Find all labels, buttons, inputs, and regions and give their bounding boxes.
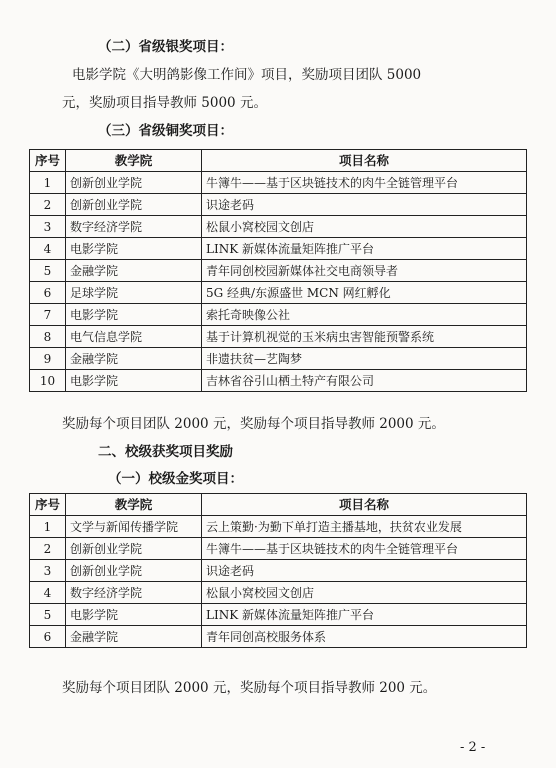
row-idx: 8 [30, 326, 66, 348]
school-awards-heading: 二、校级获奖项目奖励 [98, 444, 233, 460]
row-project: LINK 新媒体流量矩阵推广平台 [202, 238, 527, 260]
table-header-row [30, 150, 527, 172]
row-college: 金融学院 [66, 260, 202, 282]
row-idx: 1 [30, 172, 66, 194]
row-idx: 4 [30, 582, 66, 604]
row-project: 松鼠小窝校园文创店 [202, 582, 527, 604]
row-college: 足球学院 [66, 282, 202, 304]
row-idx: 2 [30, 538, 66, 560]
row-college: 电影学院 [66, 370, 202, 392]
table-row [30, 538, 527, 560]
row-idx: 5 [30, 260, 66, 282]
row-idx: 2 [30, 194, 66, 216]
row-project: 牛簿牛——基于区块链技术的肉牛全链管理平台 [202, 172, 527, 194]
table-row [30, 282, 527, 304]
row-idx: 6 [30, 282, 66, 304]
row-project: 5G 经典/东源盛世 MCN 网红孵化 [202, 282, 527, 304]
table-row [30, 216, 527, 238]
row-project: 索托奇映像公社 [202, 304, 527, 326]
table-header-row [30, 494, 527, 516]
row-project: 基于计算机视觉的玉米病虫害智能预警系统 [202, 326, 527, 348]
row-idx: 9 [30, 348, 66, 370]
table-row [30, 604, 527, 626]
table-row [30, 194, 527, 216]
row-project: 松鼠小窝校园文创店 [202, 216, 527, 238]
row-college: 数字经济学院 [66, 582, 202, 604]
header-idx: 序号 [30, 494, 66, 516]
row-idx: 3 [30, 560, 66, 582]
row-college: 文学与新闻传播学院 [66, 516, 202, 538]
row-idx: 1 [30, 516, 66, 538]
row-project: 青年同创高校服务体系 [202, 626, 527, 648]
school-gold-heading: （一）校级金奖项目： [108, 471, 243, 487]
row-project: 识途老码 [202, 560, 527, 582]
row-idx: 5 [30, 604, 66, 626]
row-college: 创新创业学院 [66, 560, 202, 582]
row-college: 电气信息学院 [66, 326, 202, 348]
header-project: 项目名称 [202, 150, 527, 172]
row-project: LINK 新媒体流量矩阵推广平台 [202, 604, 527, 626]
table-row [30, 260, 527, 282]
school-gold-reward-text: 奖励每个项目团队 2000 元，奖励每个项目指导教师 200 元。 [62, 680, 437, 696]
row-college: 创新创业学院 [66, 172, 202, 194]
row-college: 数字经济学院 [66, 216, 202, 238]
silver-text-line-2: 元，奖励项目指导教师 5000 元。 [62, 95, 267, 111]
table-row [30, 626, 527, 648]
silver-heading: （二）省级银奖项目： [98, 39, 233, 55]
silver-text-line-1: 电影学院《大明鸽影像工作间》项目，奖励项目团队 5000 [72, 67, 422, 83]
row-project: 非遗扶贫—艺陶梦 [202, 348, 527, 370]
row-college: 金融学院 [66, 626, 202, 648]
table-row [30, 326, 527, 348]
bronze-heading: （三）省级铜奖项目： [98, 123, 233, 139]
row-project: 牛簿牛——基于区块链技术的肉牛全链管理平台 [202, 538, 527, 560]
row-idx: 3 [30, 216, 66, 238]
table-row [30, 304, 527, 326]
header-project: 项目名称 [202, 494, 527, 516]
row-idx: 6 [30, 626, 66, 648]
row-college: 电影学院 [66, 604, 202, 626]
table-row [30, 560, 527, 582]
bronze-reward-text: 奖励每个项目团队 2000 元，奖励每个项目指导教师 2000 元。 [62, 416, 445, 432]
row-project: 识途老码 [202, 194, 527, 216]
row-college: 电影学院 [66, 304, 202, 326]
row-idx: 10 [30, 370, 66, 392]
table-row [30, 238, 527, 260]
table-row [30, 582, 527, 604]
row-college: 电影学院 [66, 238, 202, 260]
row-project: 吉林省谷引山栖土特产有限公司 [202, 370, 527, 392]
header-college: 教学院 [66, 494, 202, 516]
row-college: 金融学院 [66, 348, 202, 370]
row-college: 创新创业学院 [66, 538, 202, 560]
row-idx: 4 [30, 238, 66, 260]
table-row [30, 370, 527, 392]
table-row [30, 172, 527, 194]
bronze-table [29, 149, 527, 392]
header-idx: 序号 [30, 150, 66, 172]
page-number: - 2 - [460, 740, 486, 755]
school-gold-table [29, 493, 527, 648]
table-row [30, 516, 527, 538]
row-idx: 7 [30, 304, 66, 326]
row-college: 创新创业学院 [66, 194, 202, 216]
row-project: 青年同创校园新媒体社交电商领导者 [202, 260, 527, 282]
row-project: 云上策勤·为勤下单打造主播基地，扶贫农业发展 [202, 516, 527, 538]
table-row [30, 348, 527, 370]
header-college: 教学院 [66, 150, 202, 172]
